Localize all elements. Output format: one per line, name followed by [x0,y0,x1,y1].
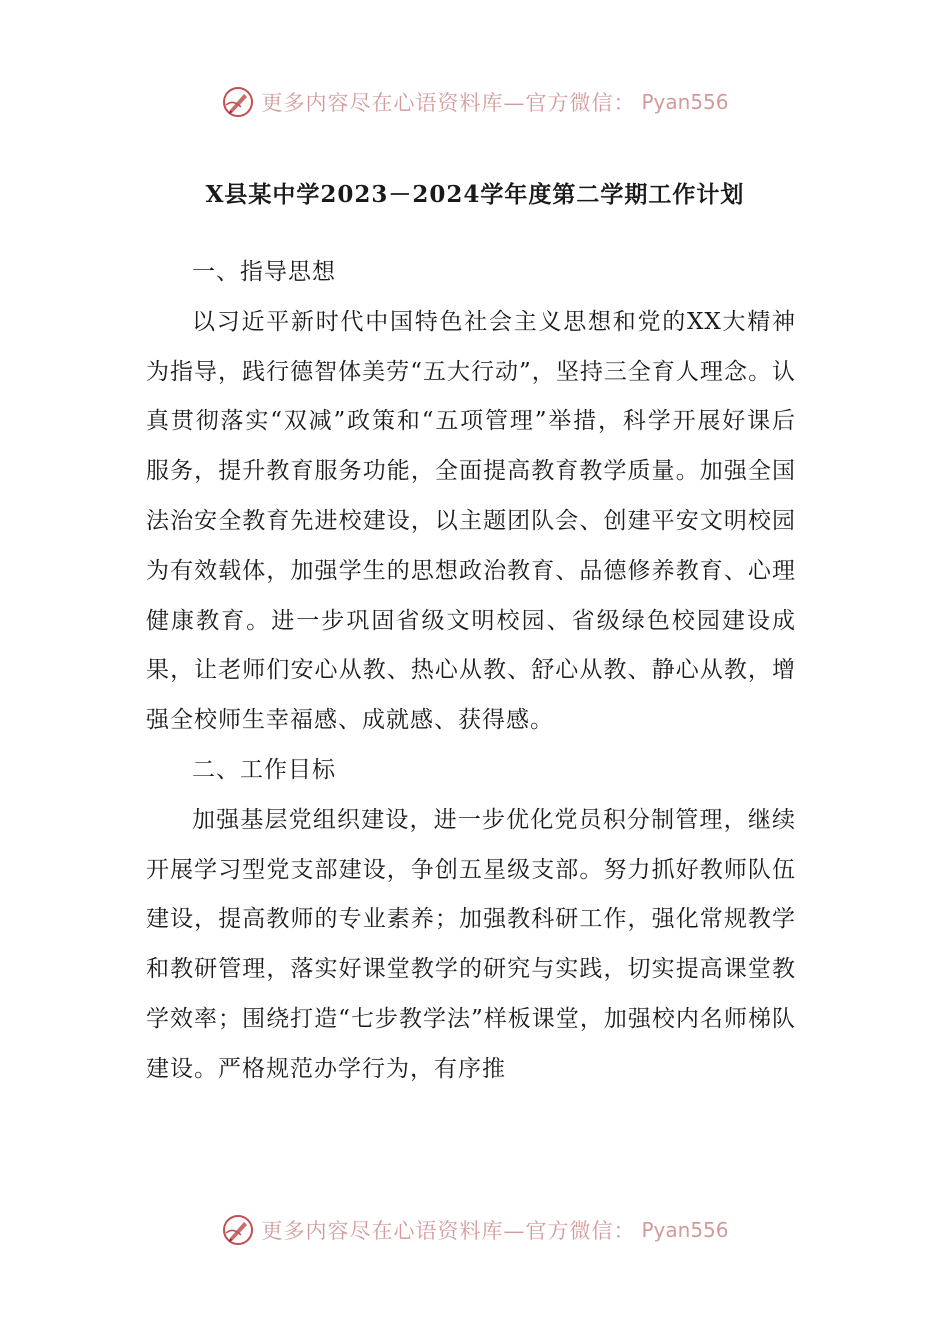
section-heading: 一、指导思想 [192,259,336,285]
watermark-text: 更多内容尽在心语资料库—官方微信： [261,1219,636,1243]
watermark-wechat-id: Pyan556 [641,90,729,114]
document-title: X县某中学2023－2024学年度第二学期工作计划 [205,181,745,208]
pen-logo-icon [221,1213,255,1247]
watermark-banner-top [0,82,950,122]
section-paragraph: 加强基层党组织建设，进一步优化党员积分制管理，继续开展学习型党支部建设，争创五星级支部。努力抓好教师队伍建设，提高教师的专业素养；加强教科研工作，强化常规教学和教研管理，落实好课堂教学的研究与实践，切实提高课堂教学效率；围绕打造“七步教学法”样板课堂，加强校内名师梯队建设。严格规范办学行为，有序推 [146,806,796,1082]
section-heading: 二、工作目标 [192,756,336,783]
pen-logo-icon [221,85,255,119]
watermark-text: 更多内容尽在心语资料库—官方微信： [261,91,636,115]
watermark-wechat-id: Pyan556 [641,1218,729,1242]
document-body [146,248,796,1095]
watermark-banner-bottom [0,1210,950,1250]
section-paragraph: 以习近平新时代中国特色社会主义思想和党的XX大精神为指导，践行德智体美劳“五大行动”，坚持三全育人理念。认真贯彻落实“双减”政策和“五项管理”举措，科学开展好课后服务，提升教育服务功能，全面提高教育教学质量。加强全国法治安全教育先进校建设，以主题团队会、创建平安文明校园为有效载体，加强学生的思想政治教育、品德修养教育、心理健康教育。进一步巩固省级文明校园、省级绿色校园建设成果，让老师们安心从教、热心从教、舒心从教、静心从教，增强全校师生幸福感、成就感、获得感。 [146,308,796,734]
